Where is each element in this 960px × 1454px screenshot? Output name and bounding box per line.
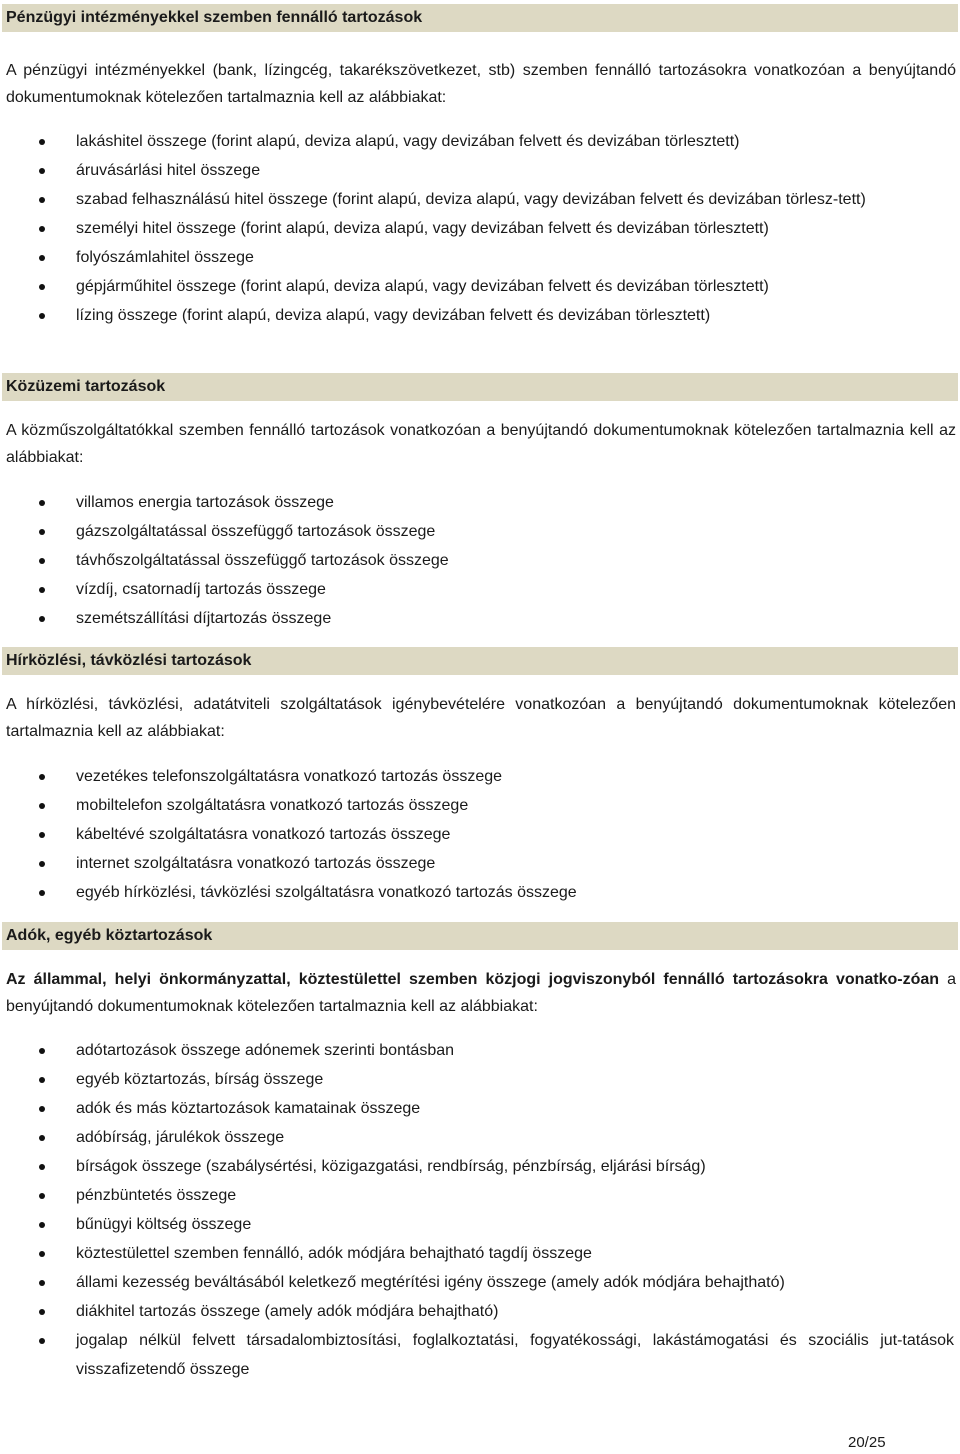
bullet-icon bbox=[39, 1280, 45, 1286]
section-intro-taxes bbox=[6, 966, 956, 1020]
bullet-icon bbox=[39, 558, 45, 564]
list-item: kábeltévé szolgáltatásra vonatkozó tartozás összege bbox=[0, 820, 960, 849]
list-item: köztestülettel szemben fennálló, adók módjára behajtható tagdíj összege bbox=[0, 1239, 960, 1268]
bullet-icon bbox=[39, 774, 45, 780]
list-item: internet szolgáltatásra vonatkozó tartozás összege bbox=[0, 849, 960, 878]
telecom-debt-list bbox=[0, 762, 960, 907]
bullet-icon bbox=[39, 587, 45, 593]
bullet-icon bbox=[39, 1338, 45, 1344]
list-item: bűnügyi költség összege bbox=[0, 1210, 960, 1239]
financial-debt-list bbox=[0, 127, 960, 330]
bullet-icon bbox=[39, 616, 45, 622]
list-item: adóbírság, járulékok összege bbox=[0, 1123, 960, 1152]
bullet-icon bbox=[39, 1193, 45, 1199]
intro-rest-text: a benyújtandó dokumentumoknak kötelezően tartalmaznia kell az alábbiakat: bbox=[6, 971, 957, 1015]
list-item: adók és más köztartozások kamatainak összege bbox=[0, 1094, 960, 1123]
bullet-icon bbox=[39, 832, 45, 838]
list-item: folyószámlahitel összege bbox=[0, 243, 960, 272]
section-intro-telecom: A hírközlési, távközlési, adatátviteli szolgáltatások igénybevételére vonatkozóan a benyújtandó dokumentumoknak kötelezően tartalmaznia kell az alábbiakat: bbox=[6, 696, 956, 740]
list-item: személyi hitel összege (forint alapú, deviza alapú, vagy devizában felvett és devizában törlesztett) bbox=[0, 214, 960, 243]
section-heading-telecom: Hírközlési, távközlési tartozások bbox=[2, 647, 958, 675]
bullet-icon bbox=[39, 1077, 45, 1083]
list-item: diákhitel tartozás összege (amely adók módjára behajtható) bbox=[0, 1297, 960, 1326]
utility-debt-list bbox=[0, 488, 960, 633]
list-item: pénzbüntetés összege bbox=[0, 1181, 960, 1210]
section-heading-financial: Pénzügyi intézményekkel szemben fennálló tartozások bbox=[2, 4, 958, 32]
tax-debt-list bbox=[0, 1036, 960, 1384]
bullet-icon bbox=[39, 1106, 45, 1112]
bullet-icon bbox=[39, 139, 45, 145]
bullet-icon bbox=[39, 861, 45, 867]
bullet-icon bbox=[39, 284, 45, 290]
bullet-icon bbox=[39, 500, 45, 506]
list-item: jogalap nélkül felvett társadalombiztosítási, foglalkoztatási, fogyatékossági, lakástámogatási és szociális jut-tatások visszafizetendő összege bbox=[0, 1326, 960, 1384]
list-item: egyéb hírközlési, távközlési szolgáltatásra vonatkozó tartozás összege bbox=[0, 878, 960, 907]
bullet-icon bbox=[39, 313, 45, 319]
page-number: 20/25 bbox=[848, 1434, 886, 1451]
bullet-icon bbox=[39, 890, 45, 896]
bullet-icon bbox=[39, 168, 45, 174]
list-item: mobiltelefon szolgáltatásra vonatkozó tartozás összege bbox=[0, 791, 960, 820]
list-item: adótartozások összege adónemek szerinti bontásban bbox=[0, 1036, 960, 1065]
list-item: lízing összege (forint alapú, deviza alapú, vagy devizában felvett és devizában törlesztett) bbox=[0, 301, 960, 330]
bullet-icon bbox=[39, 529, 45, 535]
list-item: bírságok összege (szabálysértési, közigazgatási, rendbírság, pénzbírság, eljárási bírság) bbox=[0, 1152, 960, 1181]
list-item: villamos energia tartozások összege bbox=[0, 488, 960, 517]
bullet-icon bbox=[39, 226, 45, 232]
list-item: egyéb köztartozás, bírság összege bbox=[0, 1065, 960, 1094]
list-item: áruvásárlási hitel összege bbox=[0, 156, 960, 185]
bullet-icon bbox=[39, 1164, 45, 1170]
list-item: vízdíj, csatornadíj tartozás összege bbox=[0, 575, 960, 604]
bullet-icon bbox=[39, 197, 45, 203]
section-heading-utility: Közüzemi tartozások bbox=[2, 373, 958, 401]
bullet-icon bbox=[39, 1309, 45, 1315]
list-item: távhőszolgáltatással összefüggő tartozások összege bbox=[0, 546, 960, 575]
list-item: gépjárműhitel összege (forint alapú, deviza alapú, vagy devizában felvett és devizában törlesztett) bbox=[0, 272, 960, 301]
intro-bold-text: Az állammal, helyi önkormányzattal, köztestülettel szemben közjogi jogviszonyból fennálló tartozásokra vonatko-zóan bbox=[6, 971, 940, 988]
bullet-icon bbox=[39, 1251, 45, 1257]
bullet-icon bbox=[39, 1135, 45, 1141]
bullet-icon bbox=[39, 255, 45, 261]
bullet-icon bbox=[39, 1222, 45, 1228]
section-intro-financial: A pénzügyi intézményekkel (bank, lízingcég, takarékszövetkezet, stb) szemben fennálló tartozásokra vonatkozóan a benyújtandó dokumentumoknak kötelezően tartalmaznia kell az alábbiakat: bbox=[6, 62, 956, 106]
list-item: gázszolgáltatással összefüggő tartozások összege bbox=[0, 517, 960, 546]
bullet-icon bbox=[39, 803, 45, 809]
bullet-icon bbox=[39, 1048, 45, 1054]
list-item: vezetékes telefonszolgáltatásra vonatkozó tartozás összege bbox=[0, 762, 960, 791]
list-item: lakáshitel összege (forint alapú, deviza alapú, vagy devizában felvett és devizában törlesztett) bbox=[0, 127, 960, 156]
section-intro-utility: A közműszolgáltatókkal szemben fennálló tartozások vonatkozóan a benyújtandó dokumentumoknak kötelezően tartalmaznia kell az alábbiakat: bbox=[6, 422, 956, 466]
list-item: szabad felhasználású hitel összege (forint alapú, deviza alapú, vagy devizában felvett és devizában törlesz-tett) bbox=[0, 185, 960, 214]
list-item: szemétszállítási díjtartozás összege bbox=[0, 604, 960, 633]
list-item: állami kezesség beváltásából keletkező megtérítési igény összege (amely adók módjára behajtható) bbox=[0, 1268, 960, 1297]
section-heading-taxes: Adók, egyéb köztartozások bbox=[2, 922, 958, 950]
